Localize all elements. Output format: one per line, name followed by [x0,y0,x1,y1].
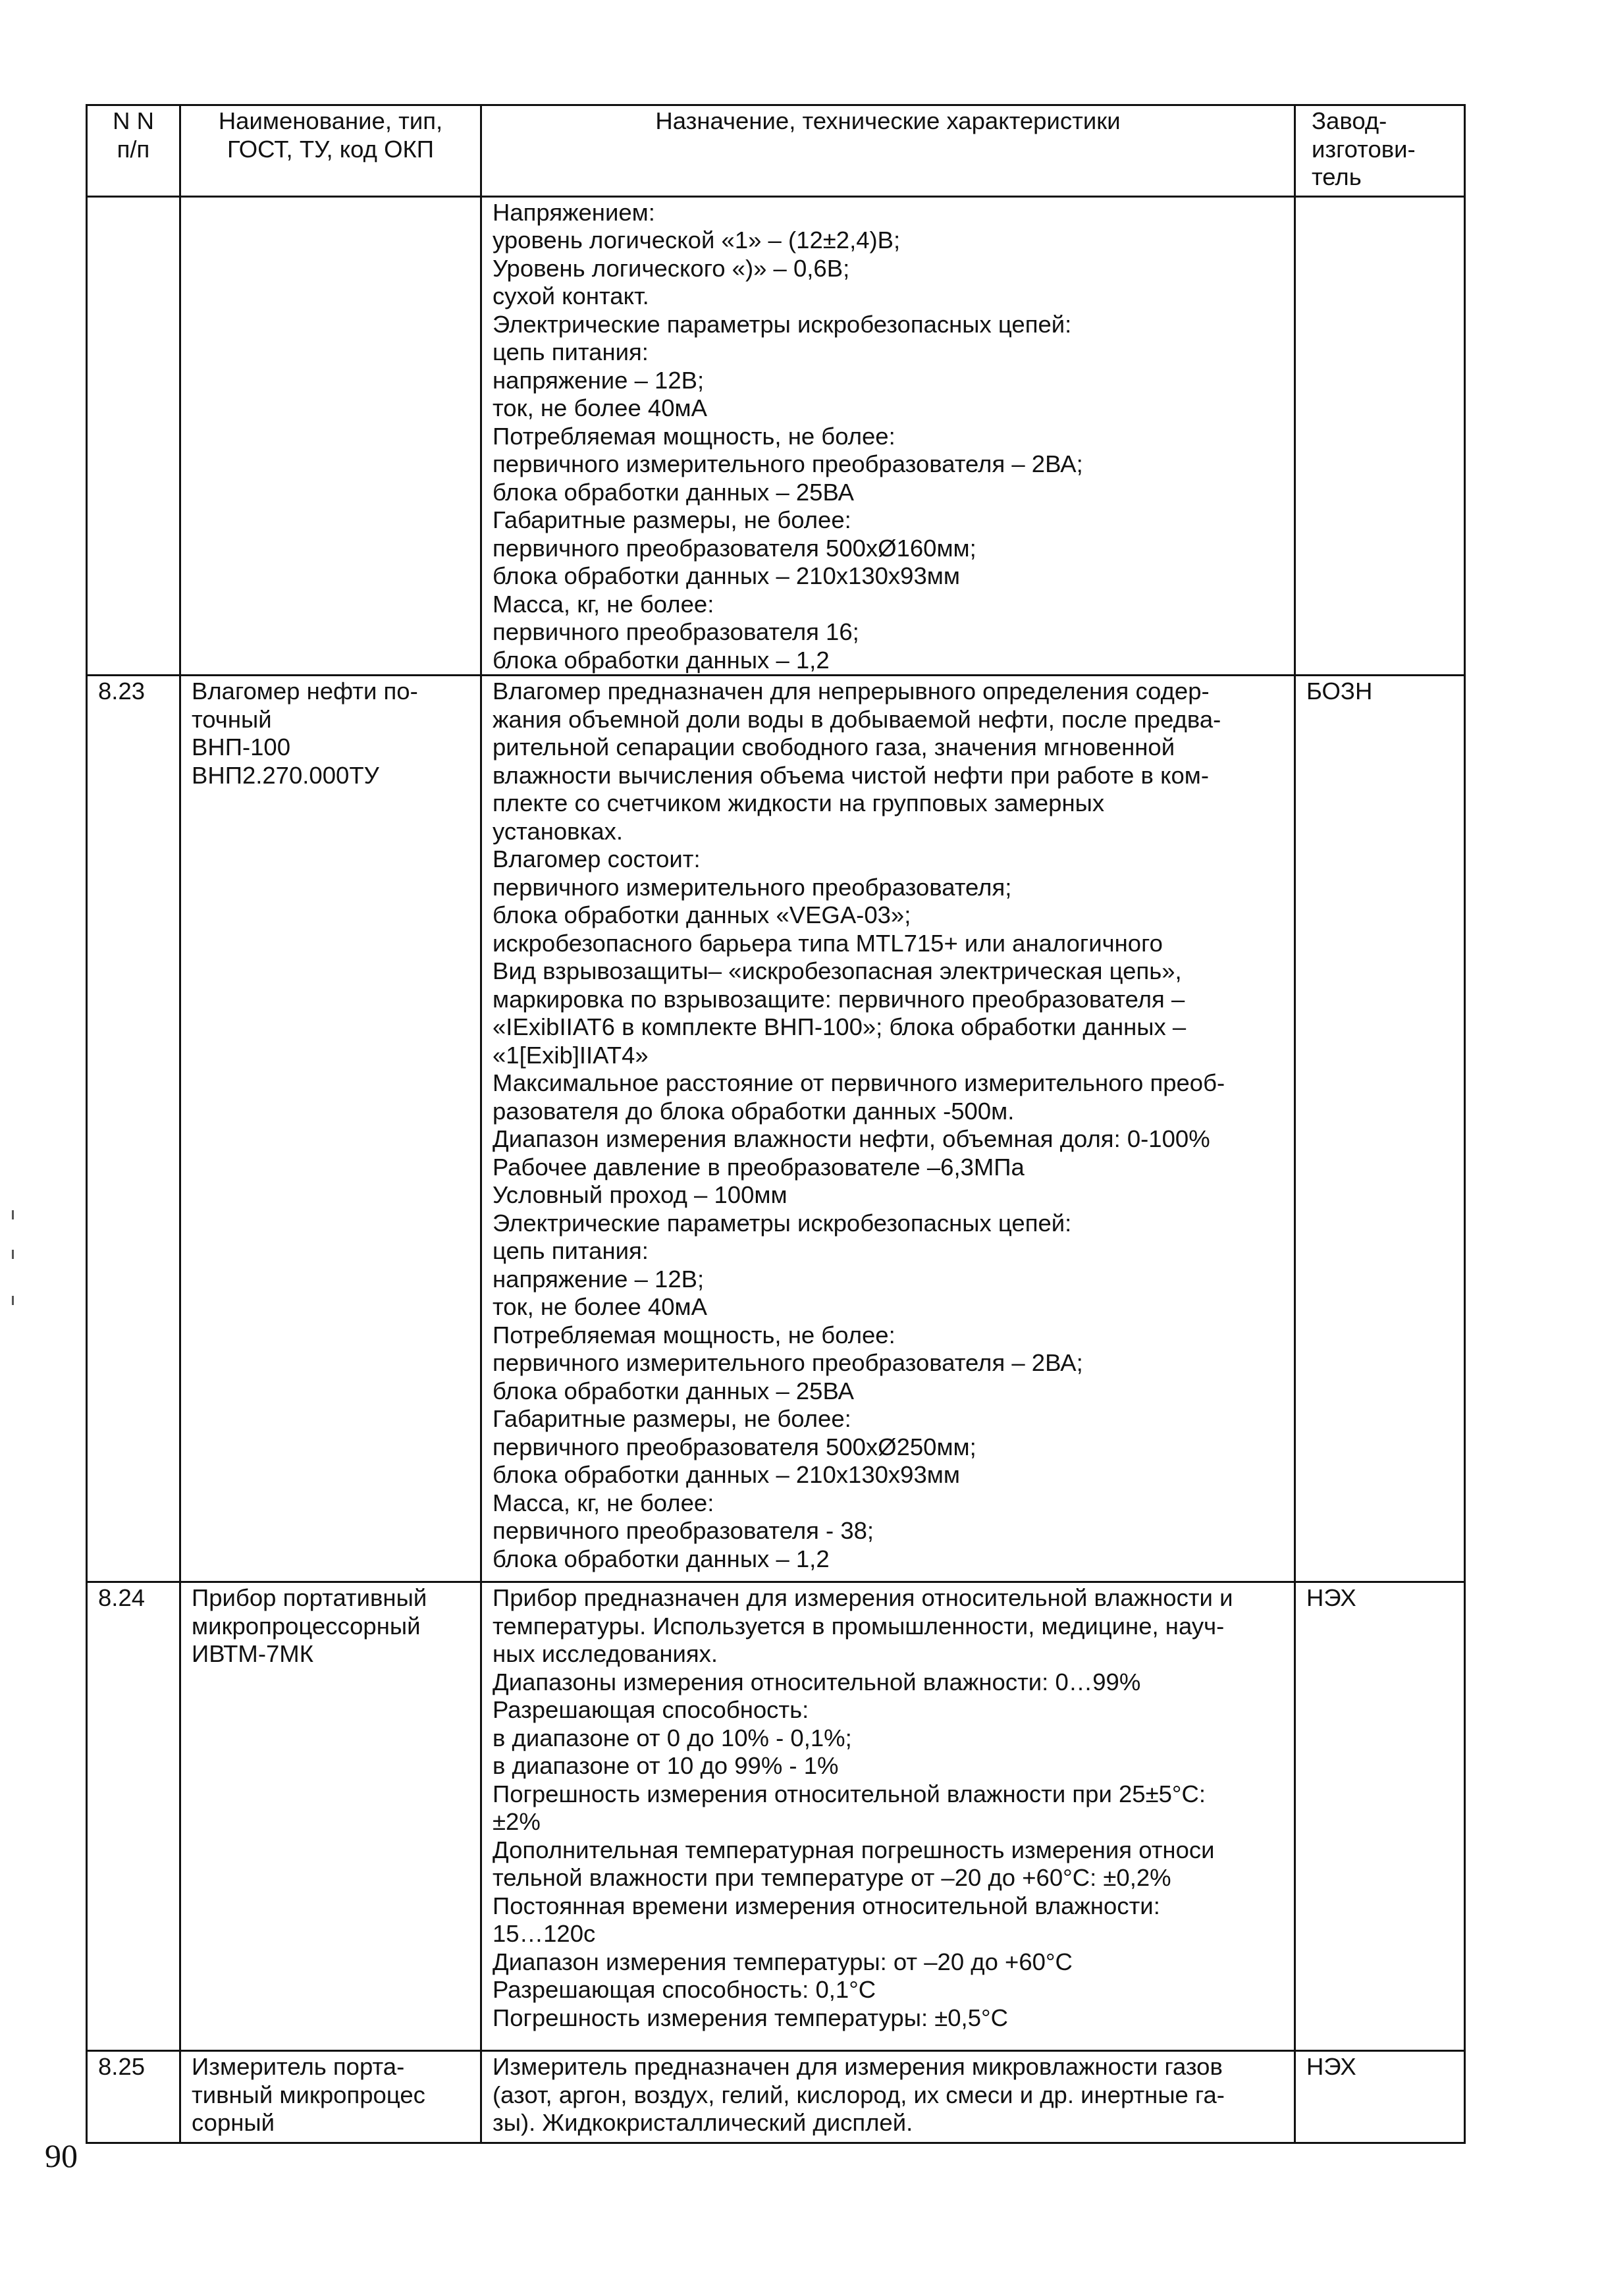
text-line: Напряжением: [493,198,655,226]
text-line: напряжение – 12В; [493,366,705,394]
table-header-row [87,105,1465,197]
text-line: первичного измерительного преобразователя – 2ВА; [493,450,1083,477]
text-line: Прибор предназначен для измерения относительной влажности и [493,1584,1233,1611]
text-line: блока обработки данных – 210х130х93мм [493,562,960,589]
text-line: Назначение, технические характеристики [655,107,1121,134]
text-line: в диапазоне от 10 до 99% - 1% [493,1752,839,1779]
text-line: (азот, аргон, воздух, гелий, кислород, их смеси и др. инертные га- [493,2081,1225,2108]
text-line: 15…120с [493,1920,596,1947]
text-line: блока обработки данных – 1,2 [493,646,830,674]
text-line: Условный проход – 100мм [493,1181,788,1208]
text-line: первичного измерительного преобразователя – 2ВА; [493,1349,1083,1376]
text-line: Масса, кг, не более: [493,1489,714,1516]
text-line: Прибор портативный [192,1584,427,1611]
text-line: искробезопасного барьера типа MTL715+ или аналогичного [493,929,1163,957]
purpose-specs-cell [481,196,1295,676]
text-line: Диапазон измерения влажности нефти, объемная доля: 0-100% [493,1125,1210,1152]
text-line: Диапазон измерения температуры: от –20 до +60°С [493,1948,1073,1975]
text-line: Электрические параметры искробезопасных цепей: [493,310,1072,338]
text-line: блока обработки данных – 25ВА [493,478,854,506]
header-number [87,105,180,197]
text-line: ных исследованиях. [493,1640,718,1667]
text-line: уровень логической «1» – (12±2,4)В; [493,227,901,254]
text-line: «1[Exib]IIAT4» [493,1041,649,1069]
text-line: первичного преобразователя 500хØ250мм; [493,1433,976,1460]
text-line: блока обработки данных – 25ВА [493,1377,854,1404]
margin-mark [12,1250,14,1259]
text-line: Разрешающая способность: 0,1°С [493,1976,876,2003]
text-line: микропроцессорный [192,1612,421,1640]
text-line: температуры. Используется в промышленности, медицине, науч- [493,1612,1225,1640]
text-line: первичного преобразователя 16; [493,618,859,645]
text-line: Завод- [1312,107,1387,134]
text-line: ток, не более 40мА [493,394,707,421]
text-line: плекте со счетчиком жидкости на групповых замерных [493,789,1105,816]
text-line: Вид взрывозащиты– «искробезопасная электрическая цепь», [493,957,1182,984]
text-line: маркировка по взрывозащите: первичного преобразователя – [493,985,1185,1013]
text-line: Диапазоны измерения относительной влажности: 0…99% [493,1668,1141,1695]
text-line: сухой контакт. [493,282,649,309]
product-name-cell [180,196,481,676]
text-line: Влагомер состоит: [493,845,701,872]
text-line: ВНП2.270.000ТУ [192,761,379,789]
text-line: Потребляемая мощность, не более: [493,422,895,450]
text-line: блока обработки данных «VEGA-03»; [493,901,911,928]
text-line: Максимальное расстояние от первичного измерительного преоб- [493,1069,1225,1096]
margin-mark [12,1210,14,1219]
text-line: напряжение – 12В; [493,1265,705,1293]
margin-mark [12,1296,14,1305]
row-number-cell: 8.25 [87,2051,180,2143]
table-row [87,2051,1465,2143]
text-line: ГОСТ, ТУ, код ОКП [227,135,434,163]
table-row [87,676,1465,1582]
text-line: Габаритные размеры, не более: [493,506,851,533]
text-line: Габаритные размеры, не более: [493,1405,851,1432]
text-line: Дополнительная температурная погрешность измерения относи [493,1836,1215,1863]
text-line: первичного преобразователя 500хØ160мм; [493,534,976,562]
text-line: влажности вычисления объема чистой нефти при работе в ком- [493,761,1210,789]
text-line: п/п [117,135,150,163]
text-line: Рабочее давление в преобразователе –6,3МПа [493,1153,1025,1181]
manufacturer-cell: НЭХ [1295,2051,1465,2143]
text-line: Измеритель порта- [192,2053,405,2080]
text-line: первичного преобразователя - 38; [493,1517,874,1544]
text-line: в диапазоне от 0 до 10% - 0,1%; [493,1724,852,1751]
text-line: Потребляемая мощность, не более: [493,1321,895,1348]
row-number-cell: 8.23 [87,676,180,1582]
text-line: цепь питания: [493,1237,649,1264]
text-line: Влагомер предназначен для непрерывного определения содер- [493,678,1210,705]
row-number-cell [87,196,180,676]
product-name-cell [180,676,481,1582]
text-line: ИВТМ-7МК [192,1640,313,1667]
text-line: ВНП-100 [192,734,290,761]
text-line: «IExibIIAT6 в комплекте ВНП-100»; блока обработки данных – [493,1013,1187,1040]
purpose-specs-cell [481,1582,1295,2051]
text-line: зы). Жидкокристаллический дисплей. [493,2109,913,2136]
text-line: тивный микропроцес [192,2081,425,2108]
text-line: Измеритель предназначен для измерения микровлажности газов [493,2053,1223,2080]
text-line: Погрешность измерения относительной влажности при 25±5°С: [493,1780,1206,1807]
text-line: блока обработки данных – 210х130х93мм [493,1461,960,1488]
manufacturer-cell: НЭХ [1295,1582,1465,2051]
text-line: тельной влажности при температуре от –20 до +60°С: ±0,2% [493,1864,1171,1891]
text-line: установках. [493,817,624,845]
text-line: N N [113,107,154,134]
product-name-cell [180,1582,481,2051]
text-line: цепь питания: [493,338,649,365]
table-row [87,1582,1465,2051]
purpose-specs-cell [481,2051,1295,2143]
text-line: Электрические параметры искробезопасных цепей: [493,1209,1072,1237]
text-line: блока обработки данных – 1,2 [493,1545,830,1572]
text-line: разователя до блока обработки данных -500м. [493,1097,1015,1125]
text-line: Масса, кг, не более: [493,590,714,618]
product-name-cell [180,2051,481,2143]
page-number: 90 [45,2137,78,2174]
text-line: Постоянная времени измерения относительной влажности: [493,1892,1160,1919]
text-line: тель [1312,163,1362,190]
header-purpose [481,105,1295,197]
text-line: первичного измерительного преобразователя; [493,873,1012,901]
text-line: точный [192,705,272,733]
header-name-type [180,105,481,197]
text-line: Погрешность измерения температуры: ±0,5°С [493,2004,1008,2031]
manufacturer-cell [1295,196,1465,676]
text-line: Разрешающая способность: [493,1696,809,1723]
text-line: ток, не более 40мА [493,1293,707,1320]
purpose-specs-cell [481,676,1295,1582]
text-line: изготови- [1312,135,1416,163]
text-line: сорный [192,2109,275,2136]
text-line: рительной сепарации свободного газа, значения мгновенной [493,734,1175,761]
text-line: жания объемной доли воды в добываемой нефти, после предва- [493,705,1221,733]
text-line: Наименование, тип, [218,107,443,134]
manufacturer-cell: БОЗН [1295,676,1465,1582]
text-line: Влагомер нефти по- [192,678,418,705]
table-row [87,196,1465,676]
text-line: Уровень логического «)» – 0,6В; [493,254,850,282]
row-number-cell: 8.24 [87,1582,180,2051]
specifications-table [86,104,1466,2144]
header-manufacturer [1295,105,1465,197]
text-line: ±2% [493,1808,541,1835]
